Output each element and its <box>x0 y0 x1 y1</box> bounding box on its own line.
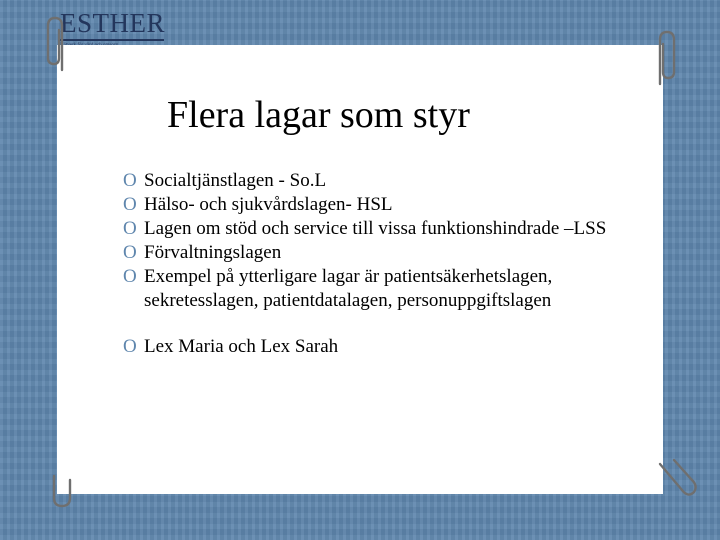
bullet-marker: O <box>123 266 137 287</box>
bullet-text: Exempel på ytterligare lagar är patientsäkerhetslagen, sekretesslagen, patientdatalagen, personuppgiftslagen <box>144 266 553 311</box>
bullet-item <box>123 241 643 265</box>
bullet-list <box>123 169 643 359</box>
logo-wordmark: ESTHER <box>60 8 166 38</box>
bullet-item <box>123 217 643 241</box>
bullet-text: Förvaltningslagen <box>144 242 282 263</box>
paper-clip-top-left-icon <box>40 14 74 74</box>
bullet-text: Hälso- och sjukvårdslagen- HSL <box>144 194 393 215</box>
bullet-item <box>123 335 643 359</box>
bullet-text: Lex Maria och Lex Sarah <box>144 336 339 357</box>
bullet-item <box>123 169 643 193</box>
paper-clip-bottom-right-icon <box>652 456 702 506</box>
bullet-item <box>123 193 643 217</box>
bullet-text: Lagen om stöd och service till vissa funktionshindrade –LSS <box>144 218 607 239</box>
bullet-marker: O <box>123 194 137 215</box>
bullet-marker: O <box>123 218 137 239</box>
esther-logo <box>60 8 170 49</box>
paper-clip-top-right-icon <box>648 28 682 88</box>
logo-underline <box>60 39 164 41</box>
bullet-text: Socialtjänstlagen - So.L <box>144 170 327 191</box>
paper-clip-bottom-left-icon <box>34 470 94 510</box>
bullet-marker: O <box>123 336 137 357</box>
slide-title: Flera lagar som styr <box>167 94 470 136</box>
slide-card <box>57 45 663 494</box>
bullet-item <box>123 265 643 313</box>
bullet-marker: O <box>123 242 137 263</box>
bullet-marker: O <box>123 170 137 191</box>
